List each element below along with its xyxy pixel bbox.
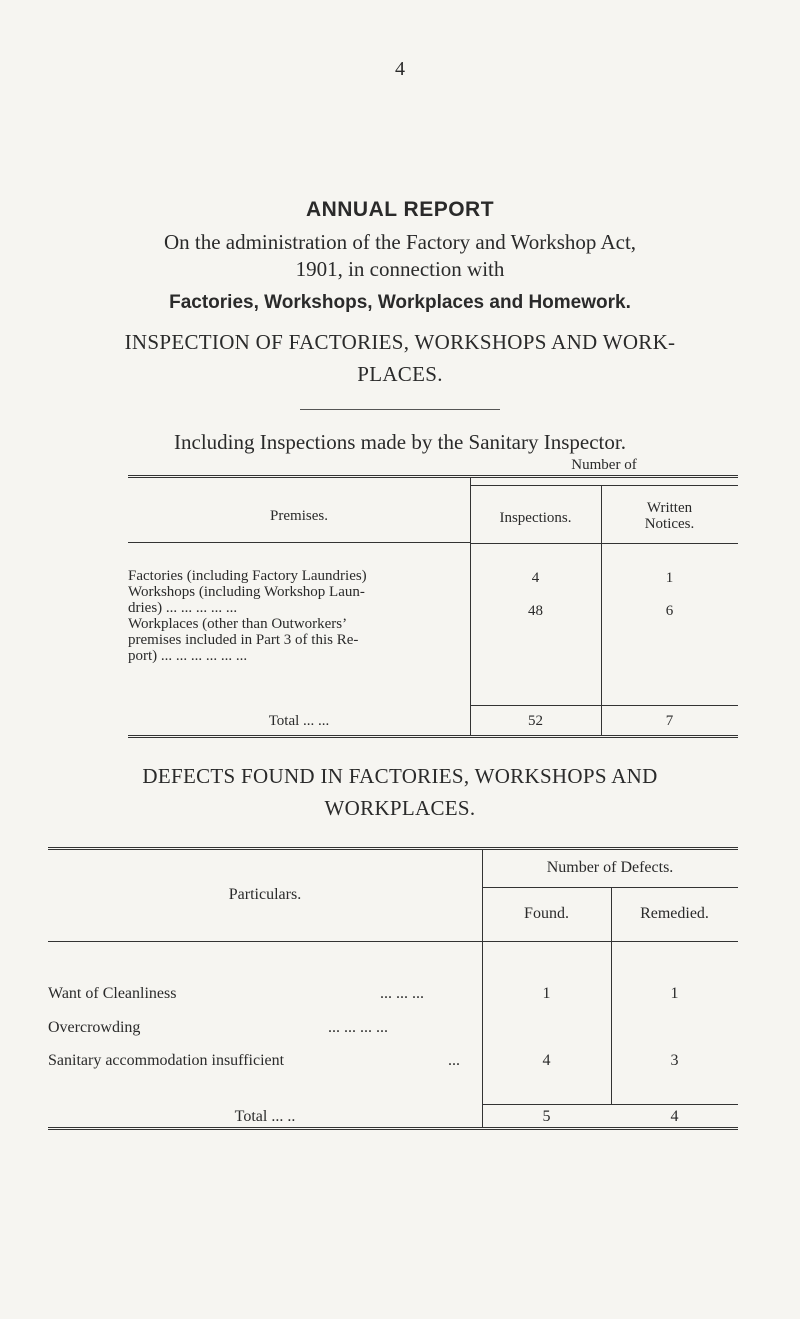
table-rule	[48, 1129, 738, 1130]
row-label: dries) ... ... ... ... ...	[128, 600, 238, 616]
row-label: Workplaces (other than Outworkers’	[128, 616, 348, 632]
inspection-subtitle: Including Inspections made by the Sanitary Inspector.	[174, 430, 626, 454]
col-remedied: Remedied.	[640, 905, 709, 922]
table-row	[128, 568, 470, 584]
row-label: Overcrowding	[48, 1019, 141, 1036]
total-label: Total ... ...	[268, 713, 330, 729]
table-rule	[482, 1104, 738, 1105]
row-leader-dots: ...	[448, 1052, 460, 1069]
cell-inspections: 4	[531, 570, 540, 586]
table-rule	[128, 735, 738, 736]
intro-line-1: On the administration of the Factory and Workshop Act,	[163, 230, 637, 254]
col-particulars: Particulars.	[228, 886, 302, 903]
table-rule	[48, 847, 738, 848]
col-found: Found.	[524, 905, 569, 922]
col-inspections: Inspections.	[499, 510, 572, 526]
inspection-heading-line-1: INSPECTION OF FACTORIES, WORKSHOPS AND WORK-	[124, 330, 676, 354]
total-notices: 7	[665, 713, 674, 729]
table-rule	[128, 737, 738, 738]
inspection-heading-line-2: PLACES.	[357, 362, 443, 386]
row-label: premises included in Part 3 of this Re-	[128, 632, 359, 648]
table-rule	[470, 705, 738, 706]
defects-heading-line-2: WORKPLACES.	[324, 796, 476, 820]
table-rule	[470, 543, 738, 544]
total-label: Total ... ..	[234, 1108, 296, 1125]
col-number-of: Number of	[571, 457, 637, 473]
table-row	[128, 616, 470, 664]
table-rule	[470, 485, 738, 486]
cell-inspections: 48	[528, 603, 543, 619]
row-label: Factories (including Factory Laundries)	[128, 568, 367, 584]
cell-remedied: 3	[670, 1052, 679, 1069]
table-rule	[48, 1127, 738, 1128]
defects-heading-line-1: DEFECTS FOUND IN FACTORIES, WORKSHOPS AND	[142, 764, 658, 788]
table-rule	[128, 477, 738, 478]
cell-found: 4	[542, 1052, 551, 1069]
col-premises: Premises.	[270, 508, 328, 524]
defects-heading	[20, 760, 780, 824]
section-divider	[300, 409, 500, 410]
total-remedied: 4	[670, 1108, 679, 1125]
cell-notices: 6	[665, 603, 674, 619]
row-leader-dots: ... ... ...	[380, 985, 424, 1002]
table-row	[128, 584, 470, 616]
col-written-notices	[601, 500, 738, 532]
col-notices-line-2: Notices.	[644, 516, 695, 532]
intro-line-2: 1901, in connection with	[295, 257, 505, 281]
cell-found: 1	[542, 985, 551, 1002]
row-label: Sanitary accommodation insufficient	[48, 1052, 285, 1069]
row-label: Workshops (including Workshop Laun-	[128, 584, 365, 600]
table-rule	[482, 887, 738, 888]
intro-text	[0, 229, 800, 283]
inspection-heading	[20, 326, 780, 390]
table-rule	[48, 941, 738, 942]
table-rule	[128, 542, 470, 543]
total-found: 5	[542, 1108, 551, 1125]
table-rule	[128, 475, 738, 476]
report-title: ANNUAL REPORT	[305, 198, 495, 221]
cell-remedied: 1	[670, 985, 679, 1002]
col-notices-line-1: Written	[646, 500, 693, 516]
row-leader-dots: ... ... ... ...	[328, 1019, 388, 1036]
row-label: port) ... ... ... ... ... ...	[128, 648, 248, 664]
table-rule	[48, 849, 738, 850]
cell-notices: 1	[665, 570, 674, 586]
col-number-of-defects: Number of Defects.	[546, 859, 674, 876]
row-label: Want of Cleanliness	[48, 985, 177, 1002]
page-number: 4	[395, 58, 405, 80]
total-inspections: 52	[528, 713, 543, 729]
subheading: Factories, Workshops, Workplaces and Homework.	[169, 292, 631, 313]
